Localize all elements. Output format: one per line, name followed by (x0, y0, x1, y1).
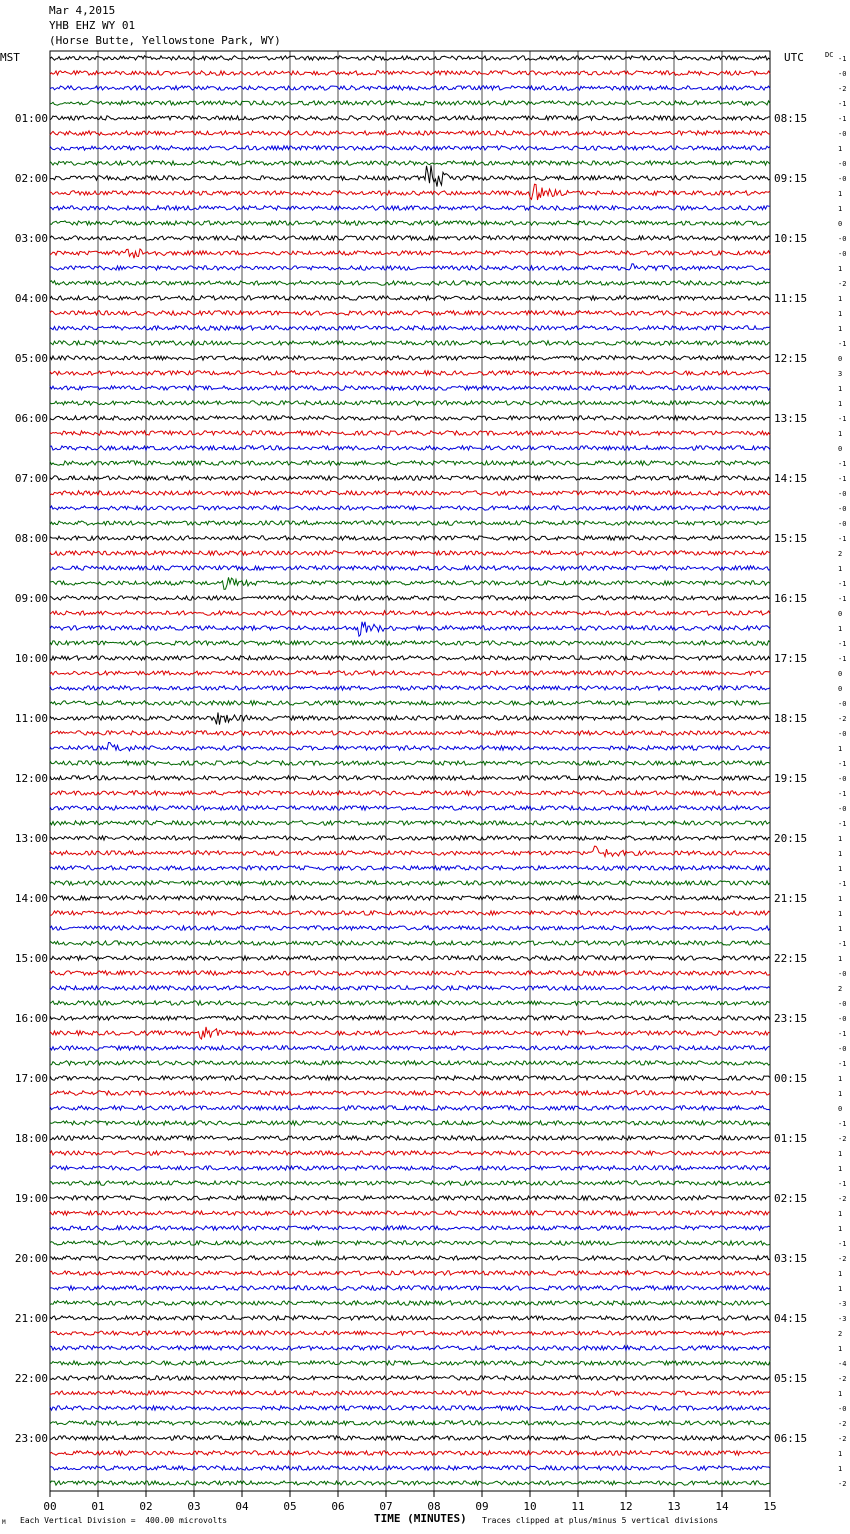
trace-line (50, 101, 770, 105)
dc-offset-label: 1 (838, 955, 843, 963)
right-time-label: 14:15 (774, 472, 808, 485)
trace-line (50, 686, 770, 690)
trace-line (50, 1241, 770, 1245)
x-tick-label: 01 (91, 1500, 105, 1513)
dc-offset-label: 1 (838, 1285, 843, 1293)
left-time-label: 02:00 (14, 172, 48, 185)
left-time-label: 13:00 (14, 832, 48, 845)
trace-line (50, 1331, 770, 1335)
dc-offset-label: 0 (838, 1105, 843, 1113)
dc-offset-label: -0 (838, 1015, 847, 1023)
right-time-label: 09:15 (774, 172, 808, 185)
x-tick-label: 09 (475, 1500, 489, 1513)
trace-line (50, 221, 770, 225)
left-timezone-label: MST (0, 51, 20, 64)
trace-line (50, 431, 770, 435)
trace-line (50, 1121, 770, 1125)
trace-line (50, 56, 770, 60)
trace-line (50, 896, 770, 900)
x-tick-label: 00 (43, 1500, 57, 1513)
x-tick-label: 07 (379, 1500, 393, 1513)
trace-line (50, 371, 770, 375)
right-time-label: 18:15 (774, 712, 808, 725)
trace-line (50, 776, 770, 780)
right-time-label: 05:15 (774, 1372, 808, 1385)
x-tick-label: 05 (283, 1500, 297, 1513)
dc-offset-label: 1 (838, 850, 843, 858)
trace-line (50, 1286, 770, 1290)
dc-offset-label: -2 (838, 715, 847, 723)
trace-line (50, 761, 770, 765)
trace-line (50, 116, 770, 120)
trace-line (50, 1391, 770, 1395)
dc-offset-label: -2 (838, 1375, 847, 1383)
x-tick-label: 02 (139, 1500, 153, 1513)
right-time-label: 10:15 (774, 232, 808, 245)
left-time-label: 07:00 (14, 472, 48, 485)
left-time-label: 11:00 (14, 712, 48, 725)
dc-offset-label: -0 (838, 1000, 847, 1008)
dc-offset-label: -0 (838, 235, 847, 243)
dc-offset-label: -1 (838, 460, 847, 468)
right-time-label: 15:15 (774, 532, 808, 545)
trace-line (50, 1016, 770, 1020)
left-time-label: 17:00 (14, 1072, 48, 1085)
right-time-label: 04:15 (774, 1312, 808, 1325)
dc-offset-label: 1 (838, 910, 843, 918)
trace-line (50, 622, 770, 636)
dc-offset-label: 1 (838, 565, 843, 573)
left-time-label: 19:00 (14, 1192, 48, 1205)
dc-offset-label: 1 (838, 1465, 843, 1473)
dc-offset-label: -0 (838, 250, 847, 258)
trace-line (50, 1226, 770, 1230)
trace-line (50, 713, 770, 725)
dc-offset-label: -1 (838, 415, 847, 423)
trace-line (50, 1001, 770, 1005)
right-time-label: 22:15 (774, 952, 808, 965)
dc-offset-label: 1 (838, 400, 843, 408)
dc-offset-label: 1 (838, 430, 843, 438)
trace-line (50, 184, 770, 200)
trace-line (50, 1181, 770, 1185)
trace-line (50, 1196, 770, 1200)
dc-offset-label: 1 (838, 295, 843, 303)
trace-line (50, 743, 770, 751)
right-time-label: 13:15 (774, 412, 808, 425)
dc-offset-label: 1 (838, 925, 843, 933)
dc-offset-label: -2 (838, 1480, 847, 1488)
trace-line (50, 71, 770, 75)
dc-offset-label: -0 (838, 70, 847, 78)
right-time-label: 03:15 (774, 1252, 808, 1265)
dc-offset-label: 0 (838, 355, 843, 363)
trace-line (50, 264, 770, 271)
trace-line (50, 1211, 770, 1215)
trace-line (50, 131, 770, 135)
x-tick-label: 08 (427, 1500, 441, 1513)
dc-offset-label: 1 (838, 1225, 843, 1233)
dc-offset-label: -0 (838, 130, 847, 138)
trace-line (50, 986, 770, 990)
dc-offset-label: -1 (838, 100, 847, 108)
trace-line (50, 566, 770, 570)
trace-line (50, 1451, 770, 1455)
dc-offset-label: 1 (838, 1210, 843, 1218)
left-time-label: 23:00 (14, 1432, 48, 1445)
left-time-label: 10:00 (14, 652, 48, 665)
dc-offset-label: -0 (838, 505, 847, 513)
trace-line (50, 846, 770, 856)
dc-offset-label: -1 (838, 640, 847, 648)
dc-offset-label: 1 (838, 1090, 843, 1098)
dc-offset-label: -1 (838, 535, 847, 543)
trace-line (50, 641, 770, 645)
dc-offset-label: -1 (838, 475, 847, 483)
trace-line (50, 491, 770, 495)
trace-line (50, 1076, 770, 1080)
dc-offset-label: -0 (838, 805, 847, 813)
dc-offset-label: -1 (838, 940, 847, 948)
trace-line (50, 281, 770, 285)
trace-line (50, 146, 770, 150)
dc-offset-label: -1 (838, 340, 847, 348)
trace-line (50, 1106, 770, 1110)
dc-offset-label: -1 (838, 1180, 847, 1188)
dc-offset-label: 1 (838, 1165, 843, 1173)
right-time-label: 01:15 (774, 1132, 808, 1145)
left-time-label: 09:00 (14, 592, 48, 605)
trace-line (50, 911, 770, 915)
dc-offset-label: 1 (838, 865, 843, 873)
dc-offset-label: -0 (838, 520, 847, 528)
trace-line (50, 1091, 770, 1095)
trace-line (50, 881, 770, 885)
trace-line (50, 446, 770, 450)
x-axis-title: TIME (MINUTES) (374, 1512, 467, 1525)
trace-line (50, 1406, 770, 1410)
trace-line (50, 401, 770, 405)
left-time-label: 18:00 (14, 1132, 48, 1145)
trace-line (50, 86, 770, 90)
right-time-label: 20:15 (774, 832, 808, 845)
dc-offset-label: 1 (838, 145, 843, 153)
trace-line (50, 1481, 770, 1485)
left-time-label: 05:00 (14, 352, 48, 365)
dc-offset-label: 0 (838, 610, 843, 618)
dc-offset-label: 1 (838, 385, 843, 393)
right-time-label: 06:15 (774, 1432, 808, 1445)
right-time-label: 19:15 (774, 772, 808, 785)
dc-offset-label: 0 (838, 445, 843, 453)
dc-offset-label: -2 (838, 1420, 847, 1428)
dc-offset-label: -2 (838, 1255, 847, 1263)
dc-offset-label: -1 (838, 880, 847, 888)
dc-offset-label: -1 (838, 655, 847, 663)
dc-offset-label: -0 (838, 160, 847, 168)
trace-line (50, 577, 770, 589)
trace-line (50, 1376, 770, 1380)
dc-offset-label: 1 (838, 625, 843, 633)
trace-line (50, 341, 770, 345)
dc-offset-label: -1 (838, 760, 847, 768)
trace-line (50, 461, 770, 465)
trace-line (50, 1061, 770, 1065)
trace-line (50, 1346, 770, 1350)
left-time-label: 15:00 (14, 952, 48, 965)
x-tick-label: 06 (331, 1500, 345, 1513)
dc-offset-label: 0 (838, 685, 843, 693)
right-time-label: 12:15 (774, 352, 808, 365)
dc-offset-label: 1 (838, 325, 843, 333)
x-tick-label: 03 (187, 1500, 201, 1513)
right-time-label: 17:15 (774, 652, 808, 665)
dc-offset-label: -0 (838, 730, 847, 738)
dc-offset-label: -0 (838, 175, 847, 183)
left-time-label: 12:00 (14, 772, 48, 785)
dc-offset-label: 2 (838, 985, 843, 993)
trace-line (50, 821, 770, 825)
dc-offset-label: 1 (838, 1390, 843, 1398)
trace-line (50, 1466, 770, 1470)
left-time-label: 21:00 (14, 1312, 48, 1325)
trace-line (50, 165, 770, 186)
dc-offset-label: 1 (838, 1075, 843, 1083)
trace-line (50, 296, 770, 300)
dc-offset-label: -0 (838, 490, 847, 498)
dc-offset-label: -3 (838, 1300, 847, 1308)
dc-offset-label: -2 (838, 85, 847, 93)
dc-offset-label: -2 (838, 1195, 847, 1203)
trace-line (50, 926, 770, 930)
trace-line (50, 656, 770, 660)
trace-line (50, 311, 770, 315)
station-location: (Horse Butte, Yellowstone Park, WY) (49, 34, 281, 47)
trace-line (50, 326, 770, 330)
dc-offset-label: -1 (838, 55, 847, 63)
dc-offset-label: -1 (838, 1060, 847, 1068)
dc-offset-label: 1 (838, 1450, 843, 1458)
trace-line (50, 1151, 770, 1155)
trace-line (50, 596, 770, 600)
dc-offset-label: -1 (838, 115, 847, 123)
dc-offset-label: -0 (838, 700, 847, 708)
dc-offset-label: 1 (838, 265, 843, 273)
right-time-label: 23:15 (774, 1012, 808, 1025)
clip-note: Traces clipped at plus/minus 5 vertical divisions (482, 1516, 719, 1525)
dc-offset-label: 1 (838, 310, 843, 318)
left-time-label: 20:00 (14, 1252, 48, 1265)
left-time-label: 01:00 (14, 112, 48, 125)
dc-offset-label: -1 (838, 820, 847, 828)
trace-line (50, 206, 770, 210)
trace-line (50, 551, 770, 555)
trace-line (50, 161, 770, 165)
trace-line (50, 611, 770, 615)
dc-offset-label: -4 (838, 1360, 847, 1368)
dc-offset-label: 0 (838, 670, 843, 678)
trace-line (50, 249, 770, 258)
trace-line (50, 1316, 770, 1320)
trace-line (50, 1027, 770, 1039)
corner-mark: M (2, 1519, 6, 1526)
x-tick-label: 12 (619, 1500, 633, 1513)
right-time-label: 16:15 (774, 592, 808, 605)
right-time-label: 02:15 (774, 1192, 808, 1205)
dc-offset-label: -1 (838, 1030, 847, 1038)
trace-line (50, 791, 770, 795)
dc-offset-label: 3 (838, 370, 843, 378)
right-time-label: 00:15 (774, 1072, 808, 1085)
trace-line (50, 1256, 770, 1260)
trace-line (50, 521, 770, 525)
dc-offset-label: -3 (838, 1315, 847, 1323)
dc-offset-label: 1 (838, 745, 843, 753)
dc-offset-label: -0 (838, 1405, 847, 1413)
dc-offset-label: -0 (838, 775, 847, 783)
dc-offset-label: 1 (838, 205, 843, 213)
dc-offset-label: -1 (838, 790, 847, 798)
left-time-label: 14:00 (14, 892, 48, 905)
dc-offset-label: 0 (838, 220, 843, 228)
trace-line (50, 506, 770, 510)
dc-offset-label: -1 (838, 595, 847, 603)
trace-line (50, 1271, 770, 1275)
dc-offset-label: -1 (838, 1120, 847, 1128)
dc-offset-label: -1 (838, 1240, 847, 1248)
right-timezone-label: UTC (784, 51, 804, 64)
trace-line (50, 941, 770, 945)
dc-offset-label: 1 (838, 190, 843, 198)
right-time-label: 08:15 (774, 112, 808, 125)
left-time-label: 22:00 (14, 1372, 48, 1385)
x-tick-label: 04 (235, 1500, 249, 1513)
trace-line (50, 386, 770, 390)
plot-date: Mar 4,2015 (49, 4, 116, 17)
trace-line (50, 536, 770, 540)
right-time-label: 21:15 (774, 892, 808, 905)
dc-offset-label: 1 (838, 835, 843, 843)
x-tick-label: 13 (667, 1500, 681, 1513)
trace-line (50, 1136, 770, 1140)
dc-offset-label: -1 (838, 580, 847, 588)
trace-line (50, 866, 770, 870)
trace-line (50, 1421, 770, 1425)
left-time-label: 08:00 (14, 532, 48, 545)
trace-line (50, 701, 770, 705)
dc-offset-label: -0 (838, 970, 847, 978)
dc-offset-label: -2 (838, 1135, 847, 1143)
trace-line (50, 1436, 770, 1440)
trace-line (50, 671, 770, 675)
dc-offset-label: -2 (838, 1435, 847, 1443)
left-time-label: 16:00 (14, 1012, 48, 1025)
right-time-label: 11:15 (774, 292, 808, 305)
trace-line (50, 476, 770, 480)
dc-offset-label: 1 (838, 1345, 843, 1353)
dc-offset-label: 1 (838, 1270, 843, 1278)
trace-line (50, 1361, 770, 1365)
dc-label: DC (825, 51, 834, 59)
x-tick-label: 15 (763, 1500, 777, 1513)
dc-offset-label: -0 (838, 1045, 847, 1053)
trace-line (50, 1301, 770, 1305)
dc-offset-label: 1 (838, 895, 843, 903)
dc-offset-label: 1 (838, 1150, 843, 1158)
dc-offset-label: 2 (838, 1330, 843, 1338)
trace-line (50, 836, 770, 840)
x-tick-label: 11 (571, 1500, 585, 1513)
dc-offset-label: 2 (838, 550, 843, 558)
trace-line (50, 356, 770, 360)
left-time-label: 06:00 (14, 412, 48, 425)
trace-line (50, 806, 770, 810)
scale-note: Each Vertical Division = 400.00 microvolts (20, 1516, 228, 1525)
trace-line (50, 731, 770, 735)
left-time-label: 04:00 (14, 292, 48, 305)
x-tick-label: 14 (715, 1500, 729, 1513)
trace-line (50, 1046, 770, 1050)
trace-line (50, 956, 770, 960)
trace-line (50, 971, 770, 975)
trace-line (50, 236, 770, 240)
left-time-label: 03:00 (14, 232, 48, 245)
station-code: YHB EHZ WY 01 (49, 19, 136, 32)
x-tick-label: 10 (523, 1500, 537, 1513)
trace-line (50, 416, 770, 420)
trace-line (50, 1166, 770, 1170)
dc-offset-label: -2 (838, 280, 847, 288)
